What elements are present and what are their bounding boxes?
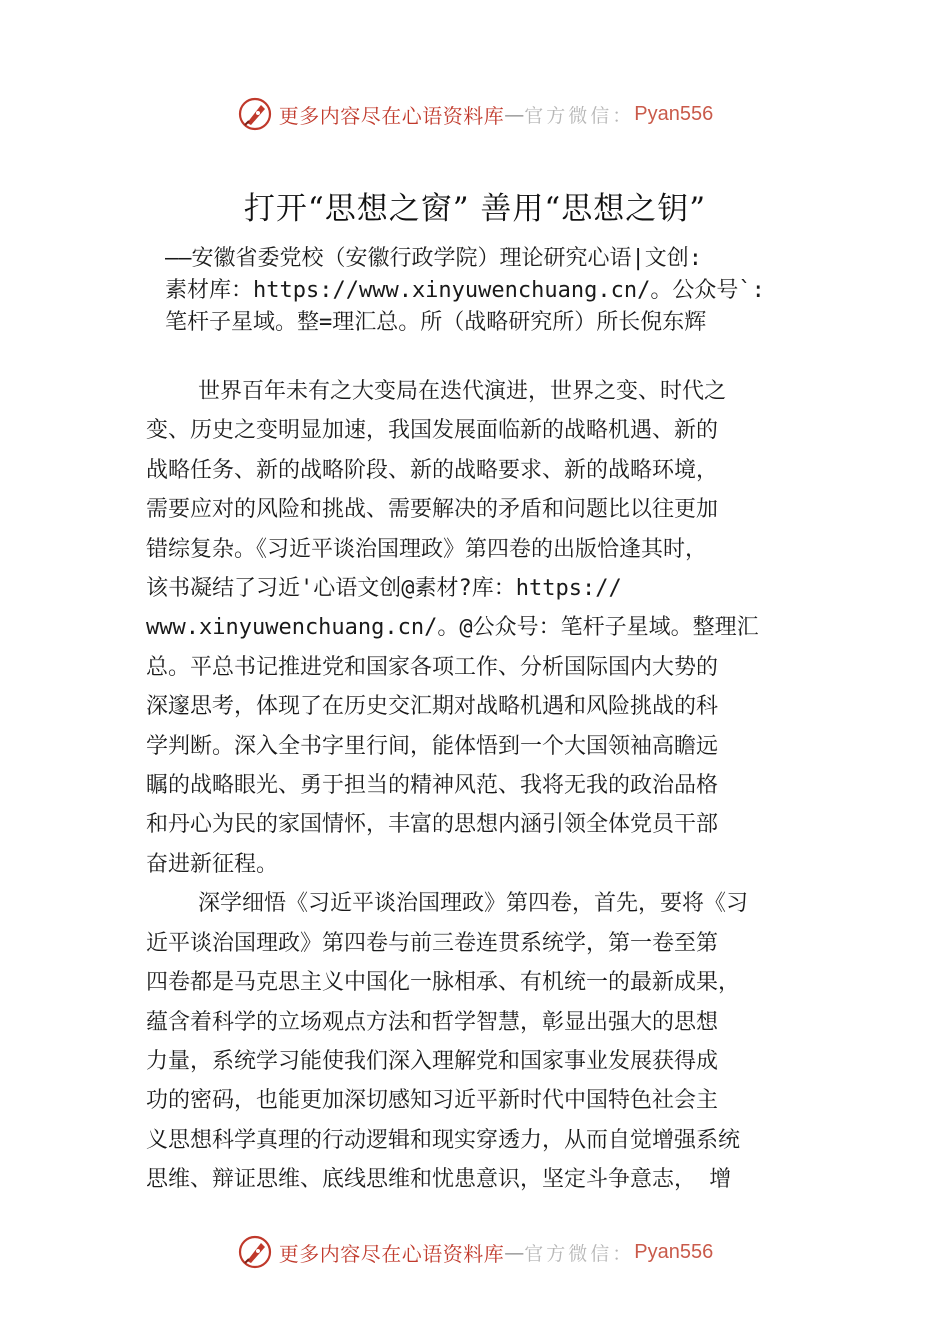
banner-wechat-id: Pyan556	[634, 102, 714, 125]
body-line: 变、历史之变明显加速，我国发展面临新的战略机遇、新的	[146, 418, 719, 444]
body-line: 世界百年未有之大变局在迭代演进，世界之变、时代之	[198, 379, 727, 404]
body-line: 奋进新征程。	[146, 851, 279, 877]
banner-wechat-id: Pyan556	[634, 1240, 714, 1263]
banner-wechat-label: 官方微信：	[524, 1242, 635, 1265]
body-line: 功的密码，也能更加深切感知习近平新时代中国特色社会主	[146, 1088, 719, 1114]
body-line: 学判断。深入全书字里行间，能体悟到一个大国领袖高瞻远	[146, 733, 719, 759]
body-line: 深学细悟《习近平谈治国理政》第四卷，首先，要将《习	[198, 891, 749, 917]
body-line: www.xinyuwenchuang.cn/。@公众号：笔杆子星域。整理汇	[146, 615, 759, 641]
subtitle-line: 素材库：https://www.xinyuwenchuang.cn/。公众号`:	[165, 278, 765, 303]
body-line: 和丹心为民的家国情怀，丰富的思想内涵引领全体党员干部	[146, 812, 719, 838]
subtitle-line: 笔杆子星域。整=理汇总。所（战略研究所）所长倪东辉	[165, 310, 707, 335]
body-line: 深邃思考，体现了在历史交汇期对战略机遇和风险挑战的科	[146, 694, 719, 720]
body-line: 该书凝结了习近'心语文创@素材?库：https://	[146, 576, 622, 602]
body-line: 义思想科学真理的行动逻辑和现实穿透力，从而自觉增强系统	[146, 1127, 741, 1153]
pen-nib-logo-icon	[237, 1234, 273, 1270]
body-line: 思维、辩证思维、底线思维和忧患意识，坚定斗争意志， 增	[146, 1167, 732, 1193]
body-line: 战略任务、新的战略阶段、新的战略要求、新的战略环境，	[146, 457, 719, 483]
body-line: 错综复杂。《习近平谈治国理政》第四卷的出版恰逢其时，	[146, 536, 708, 562]
banner-main-text: 更多内容尽在心语资料库	[278, 1241, 505, 1266]
body-line: 蕴含着科学的立场观点方法和哲学智慧，彰显出强大的思想	[146, 1009, 719, 1035]
document-title: 打开“思想之窗” 善用“思想之钥”	[243, 191, 707, 227]
subtitle-line: ——安徽省委党校（安徽行政学院）理论研究心语|文创:	[165, 246, 702, 271]
document-body	[146, 372, 836, 1200]
document-subtitle	[165, 243, 845, 339]
banner-main-text: 更多内容尽在心语资料库	[278, 103, 505, 128]
pen-nib-logo-icon	[237, 96, 273, 132]
body-line: 瞩的战略眼光、勇于担当的精神风范、我将无我的政治品格	[146, 773, 719, 799]
banner-separator: —	[504, 1240, 525, 1264]
banner-separator: —	[504, 102, 525, 126]
banner-wechat-label: 官方微信：	[524, 104, 635, 127]
body-line: 需要应对的风险和挑战、需要解决的矛盾和问题比以往更加	[146, 497, 719, 523]
footer-banner	[0, 1232, 950, 1272]
body-line: 力量，系统学习能使我们深入理解党和国家事业发展获得成	[146, 1048, 719, 1074]
header-banner	[0, 94, 950, 134]
body-line: 近平谈治国理政》第四卷与前三卷连贯系统学，第一卷至第	[146, 930, 719, 956]
body-line: 四卷都是马克思主义中国化一脉相承、有机统一的最新成果，	[146, 970, 741, 996]
body-line: 总。平总书记推进党和国家各项工作、分析国际国内大势的	[146, 654, 719, 680]
